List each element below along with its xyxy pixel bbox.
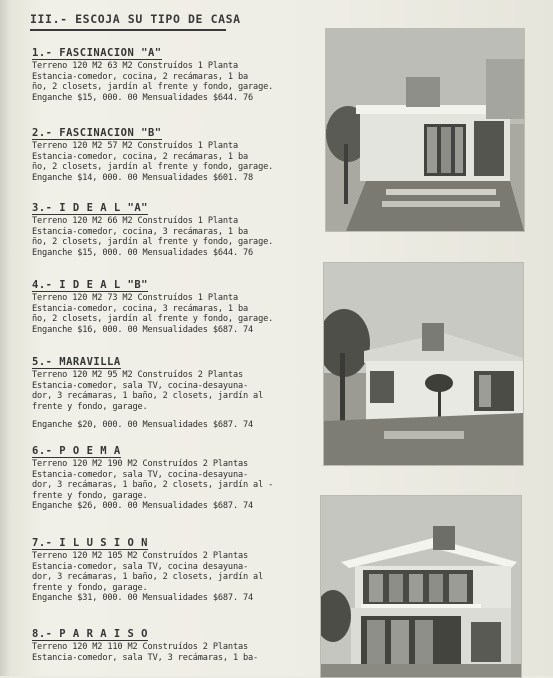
listing-line: Estancia-comedor, sala TV, cocina desayuna- [32,561,249,572]
listing-line: ño, 2 closets, jardín al frente y fondo, garage. [32,162,274,173]
listing-ideal-a [32,198,292,258]
listing-name: 8.- P A R A I S O [32,628,148,640]
listing-line: dor, 3 recámaras, 1 baño, 2 closets, jardín al [32,391,264,402]
listing-line: Terreno 120 M2 105 M2 Construídos 2 Plantas [32,551,249,561]
listing-price: Enganche $14, 000. 00 Mensualidades $601. 78 [32,172,254,183]
listing-price: Enganche $15, 000. 00 Mensualidades $644. 76 [32,92,254,103]
listing-line: Terreno 120 M2 66 M2 Construídos 1 Planta [32,216,238,226]
listing-line: Terreno 120 M2 73 M2 Construídos 1 Planta [32,293,238,303]
listing-fascinacion-b [32,123,292,183]
listing-price: Enganche $26, 000. 00 Mensualidades $687. 74 [32,501,254,512]
listing-line: ño, 2 closets, jardín al frente y fondo, garage. [32,314,274,325]
house-photo-3 [320,495,522,678]
listing-maravilla [32,352,292,431]
title-underline [30,29,226,31]
listing-line: dor, 3 recámaras, 1 baño, 2 closets, jardín al - [32,480,274,491]
listing-poema [32,441,292,512]
section-title: III.- ESCOJA SU TIPO DE CASA [30,12,241,26]
listing-paraiso [32,624,292,663]
listing-price: Enganche $15, 000. 00 Mensualidades $644. 76 [32,247,254,258]
listing-fascinacion-a [32,43,292,103]
listing-line: ño, 2 closets, jardín al frente y fondo, garage. [32,82,274,93]
listing-line: Estancia-comedor, sala TV, cocina-desayuna- [32,380,249,391]
listing-line: Estancia-comedor, cocina, 2 recámaras, 1 ba [32,151,249,162]
listing-ideal-b [32,275,292,335]
listing-line: dor, 3 recámaras, 1 baño, 2 closets, jardín al [32,572,264,583]
listing-name: 7.- I L U S I O N [32,537,148,549]
listing-price: Enganche $16, 000. 00 Mensualidades $687. 74 [32,324,254,335]
house-photo-1 [325,28,525,232]
listing-name: 6.- P O E M A [32,445,121,457]
listing-name: 1.- FASCINACION "A" [32,47,162,59]
listing-name: 2.- FASCINACION "B" [32,127,162,139]
listing-line: Estancia-comedor, cocina, 2 recámaras, 1 ba [32,71,249,82]
listing-line: Terreno 120 M2 110 M2 Construídos 2 Plantas [32,642,249,652]
listing-line: frente y fondo, garage. [32,490,148,501]
listing-name: 3.- I D E A L "A" [32,202,148,214]
listing-line: frente y fondo, garage. [32,582,148,593]
listing-line: Estancia-comedor, cocina, 3 recámaras, 1 ba [32,226,249,237]
listing-line: Estancia-comedor, sala TV, 3 recámaras, 1 ba- [32,652,259,663]
listing-price: Enganche $20, 000. 00 Mensualidades $687. 74 [32,420,254,431]
listing-name: 5.- MARAVILLA [32,356,121,368]
listing-name: 4.- I D E A L "B" [32,279,148,291]
listing-line: Terreno 120 M2 95 M2 Construídos 2 Plantas [32,370,244,380]
listing-line: ño, 2 closets, jardín al frente y fondo, garage. [32,237,274,248]
listing-line: Estancia-comedor, cocina, 3 recámaras, 1 ba [32,303,249,314]
listing-line: Terreno 120 M2 190 M2 Construídos 2 Plantas [32,459,249,469]
listing-ilusion [32,533,292,604]
listing-line: Terreno 120 M2 57 M2 Construídos 1 Planta [32,141,238,151]
house-photo-2 [323,262,524,466]
listing-line: Estancia-comedor, sala TV, cocina-desayuna- [32,469,249,480]
listing-line: Terreno 120 M2 63 M2 Construídos 1 Planta [32,61,238,71]
listing-price: Enganche $31, 000. 00 Mensualidades $687. 74 [32,593,254,604]
listing-line: frente y fondo, garage. [32,401,148,412]
